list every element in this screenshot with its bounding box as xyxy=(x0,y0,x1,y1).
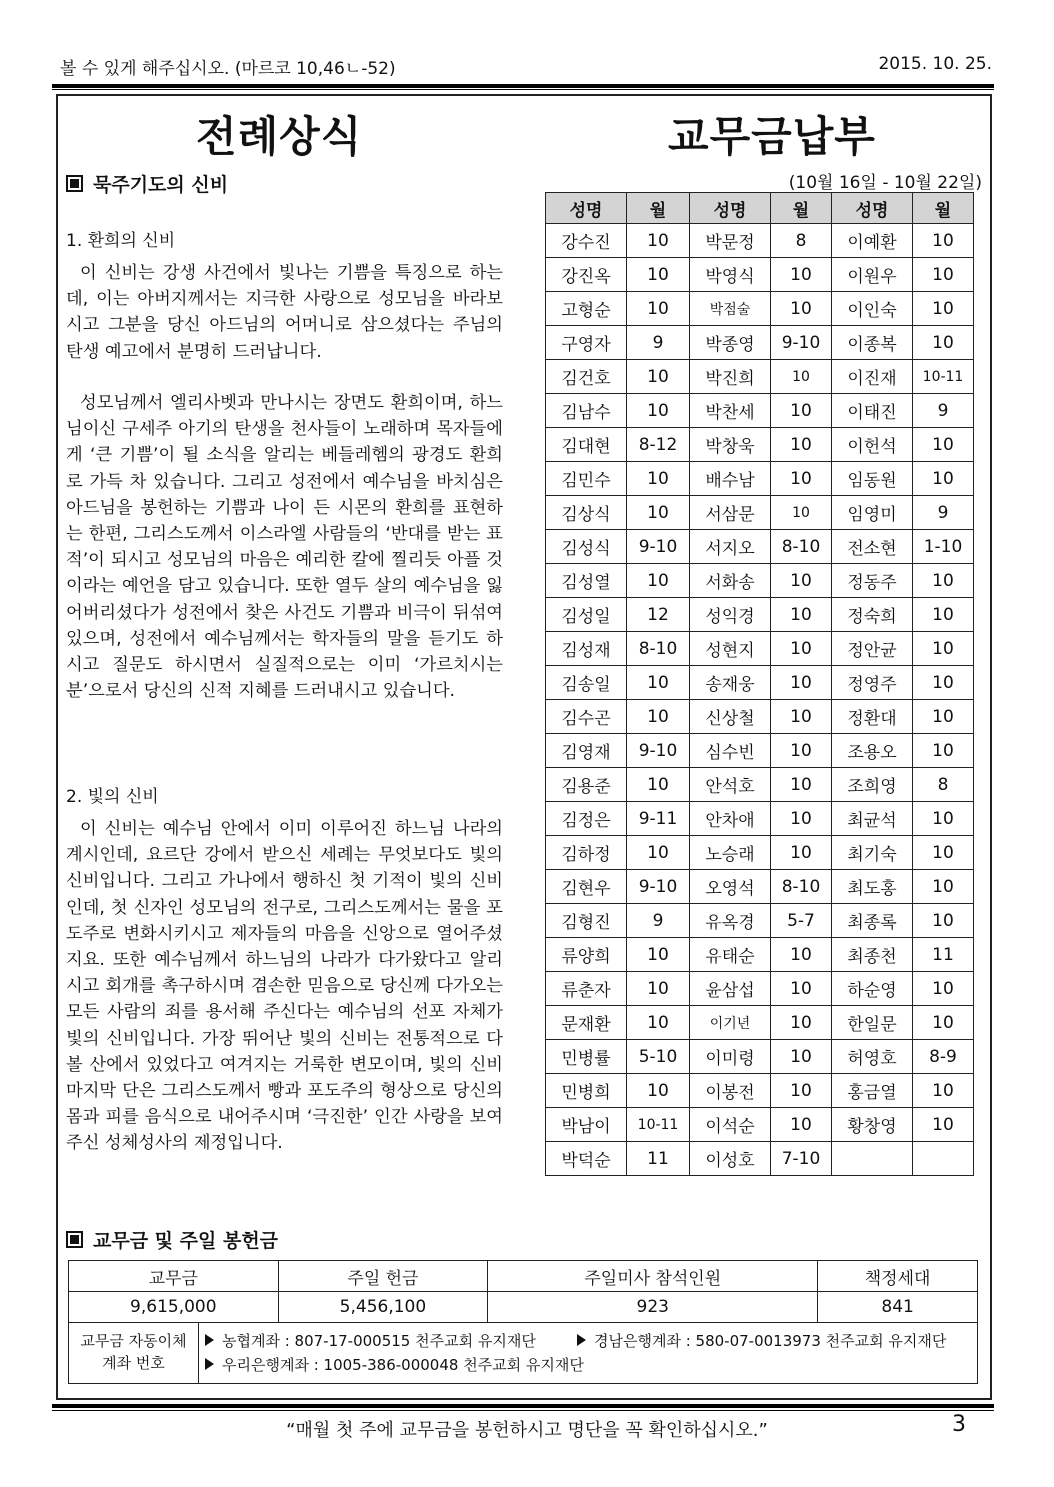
liturgy-title: 전례상식 xyxy=(196,112,363,161)
name-cell: 이종복 xyxy=(832,326,913,360)
name-cell: 박덕순 xyxy=(546,1142,627,1176)
name-cell: 이봉전 xyxy=(690,1074,771,1108)
name-cell: 민병희 xyxy=(546,1074,627,1108)
name-cell: 서지오 xyxy=(690,530,771,564)
name-cell xyxy=(832,1142,913,1176)
month-cell: 10 xyxy=(627,768,690,802)
col-name-3: 성명 xyxy=(832,193,913,224)
table-row xyxy=(546,1108,974,1142)
name-cell: 민병률 xyxy=(546,1040,627,1074)
month-cell: 8-12 xyxy=(627,428,690,462)
name-cell: 오영석 xyxy=(690,870,771,904)
month-cell: 10 xyxy=(771,394,832,428)
name-cell: 정숙희 xyxy=(832,598,913,632)
name-cell: 성현지 xyxy=(690,632,771,666)
name-cell: 임영미 xyxy=(832,496,913,530)
month-cell: 9-10 xyxy=(627,530,690,564)
account-kn xyxy=(577,1330,946,1351)
table-header-row xyxy=(546,193,974,224)
name-cell: 정환대 xyxy=(832,700,913,734)
account-kn-text: 경남은행계좌 : 580-07-0013973 천주교회 유지재단 xyxy=(594,1332,947,1350)
table-row xyxy=(546,224,974,258)
summary-value: 5,456,100 xyxy=(278,1292,488,1323)
month-cell: 11 xyxy=(627,1142,690,1176)
name-cell: 정동주 xyxy=(832,564,913,598)
month-cell: 10 xyxy=(771,768,832,802)
account-label xyxy=(69,1322,199,1383)
name-cell: 고형순 xyxy=(546,292,627,326)
name-cell: 박영식 xyxy=(690,258,771,292)
table-row xyxy=(546,360,974,394)
summary-value: 923 xyxy=(488,1292,818,1323)
name-cell: 노승래 xyxy=(690,836,771,870)
month-cell: 10 xyxy=(771,496,832,530)
month-cell: 10 xyxy=(627,666,690,700)
name-cell: 조용오 xyxy=(832,734,913,768)
month-cell: 10 xyxy=(771,258,832,292)
name-cell: 유태순 xyxy=(690,938,771,972)
table-row xyxy=(546,326,974,360)
month-cell: 10 xyxy=(627,496,690,530)
month-cell xyxy=(913,1142,974,1176)
name-cell: 이인숙 xyxy=(832,292,913,326)
name-cell: 문재환 xyxy=(546,1006,627,1040)
summary-section-heading xyxy=(66,1226,278,1253)
page-number: 3 xyxy=(952,1412,966,1437)
month-cell: 10 xyxy=(913,734,974,768)
square-bullet-icon xyxy=(66,1231,83,1248)
name-cell: 한일문 xyxy=(832,1006,913,1040)
name-cell: 박창욱 xyxy=(690,428,771,462)
month-cell: 10 xyxy=(913,292,974,326)
joy-paragraph-1: 이 신비는 강생 사건에서 빛나는 기쁨을 특징으로 하는데, 이는 아버지께서는 지극한 사랑으로 성모님을 바라보시고 그분을 당신 아드님의 어머니로 삼으셨다는 주님의 탄생 예고에서 분명히 드러납니다. xyxy=(66,263,503,362)
name-cell: 김남수 xyxy=(546,394,627,428)
triangle-bullet-icon xyxy=(205,1358,214,1370)
name-cell: 허영호 xyxy=(832,1040,913,1074)
name-cell: 홍금열 xyxy=(832,1074,913,1108)
name-cell: 최균석 xyxy=(832,802,913,836)
month-cell: 9-11 xyxy=(627,802,690,836)
month-cell: 9-10 xyxy=(627,734,690,768)
table-row xyxy=(546,972,974,1006)
table-row xyxy=(546,1040,974,1074)
month-cell: 11 xyxy=(913,938,974,972)
name-cell: 박진희 xyxy=(690,360,771,394)
month-cell: 10 xyxy=(627,1006,690,1040)
name-cell: 배수남 xyxy=(690,462,771,496)
col-name-1: 성명 xyxy=(546,193,627,224)
month-cell: 8-10 xyxy=(771,530,832,564)
name-cell: 황창영 xyxy=(832,1108,913,1142)
name-cell: 이예환 xyxy=(832,224,913,258)
name-cell: 최도홍 xyxy=(832,870,913,904)
name-cell: 김대현 xyxy=(546,428,627,462)
month-cell: 9 xyxy=(627,326,690,360)
month-cell: 7-10 xyxy=(771,1142,832,1176)
name-cell: 박찬세 xyxy=(690,394,771,428)
month-cell: 8 xyxy=(913,768,974,802)
name-cell: 김하정 xyxy=(546,836,627,870)
name-cell: 이원우 xyxy=(832,258,913,292)
month-cell: 10 xyxy=(913,802,974,836)
top-rule-thin xyxy=(52,89,994,90)
month-cell: 10 xyxy=(913,1006,974,1040)
month-cell: 10 xyxy=(913,904,974,938)
month-cell: 10 xyxy=(771,1006,832,1040)
month-cell: 9 xyxy=(913,394,974,428)
name-cell: 김건호 xyxy=(546,360,627,394)
offering-table xyxy=(545,192,974,1176)
summary-header: 주일 헌금 xyxy=(278,1261,488,1292)
name-cell: 윤삼섭 xyxy=(690,972,771,1006)
triangle-bullet-icon xyxy=(577,1334,586,1346)
table-row xyxy=(546,462,974,496)
table-row xyxy=(546,904,974,938)
month-cell: 10 xyxy=(627,836,690,870)
table-row xyxy=(546,292,974,326)
name-cell: 박점술 xyxy=(690,292,771,326)
name-cell: 성익경 xyxy=(690,598,771,632)
table-row xyxy=(546,258,974,292)
col-name-2: 성명 xyxy=(690,193,771,224)
month-cell: 10 xyxy=(913,632,974,666)
account-woori xyxy=(205,1354,584,1375)
name-cell: 이진재 xyxy=(832,360,913,394)
name-cell: 김정은 xyxy=(546,802,627,836)
name-cell: 정영주 xyxy=(832,666,913,700)
col-month-3: 월 xyxy=(913,193,974,224)
month-cell: 10 xyxy=(627,462,690,496)
month-cell: 10 xyxy=(771,666,832,700)
table-row xyxy=(546,1074,974,1108)
month-cell: 10 xyxy=(771,428,832,462)
month-cell: 10 xyxy=(771,972,832,1006)
footer-note: “매월 첫 주에 교무금을 봉헌하시고 명단을 꼭 확인하십시오.” xyxy=(286,1420,768,1441)
table-row xyxy=(546,836,974,870)
name-cell: 임동원 xyxy=(832,462,913,496)
month-cell: 8-9 xyxy=(913,1040,974,1074)
table-row xyxy=(546,428,974,462)
name-cell: 최종천 xyxy=(832,938,913,972)
name-cell: 박문정 xyxy=(690,224,771,258)
month-cell: 10 xyxy=(771,1074,832,1108)
month-cell: 10 xyxy=(627,258,690,292)
account-box xyxy=(68,1322,978,1384)
name-cell: 김상식 xyxy=(546,496,627,530)
account-nh-text: 농협계좌 : 807-17-000515 천주교회 유지재단 xyxy=(222,1332,536,1350)
month-cell: 10 xyxy=(771,632,832,666)
name-cell: 송재웅 xyxy=(690,666,771,700)
light-heading: 2. 빛의 신비 xyxy=(66,787,159,807)
summary-header-row xyxy=(69,1261,978,1292)
account-label-line-1: 교무금 자동이체 xyxy=(80,1332,187,1350)
account-woori-text: 우리은행계좌 : 1005-386-000048 천주교회 유지재단 xyxy=(222,1356,584,1374)
table-row xyxy=(546,700,974,734)
name-cell: 강진옥 xyxy=(546,258,627,292)
table-row xyxy=(546,632,974,666)
joy-heading: 1. 환희의 신비 xyxy=(66,231,176,251)
name-cell: 이미령 xyxy=(690,1040,771,1074)
month-cell: 10 xyxy=(913,258,974,292)
month-cell: 10 xyxy=(913,700,974,734)
bottom-rule xyxy=(52,1404,994,1408)
account-label-line-2: 계좌 번호 xyxy=(102,1354,165,1372)
name-cell: 정안균 xyxy=(832,632,913,666)
summary-header: 책정세대 xyxy=(818,1261,978,1292)
name-cell: 안차애 xyxy=(690,802,771,836)
summary-header: 교무금 xyxy=(69,1261,279,1292)
table-row xyxy=(546,1006,974,1040)
month-cell: 5-7 xyxy=(771,904,832,938)
name-cell: 조희영 xyxy=(832,768,913,802)
month-cell: 10 xyxy=(771,564,832,598)
month-cell: 10 xyxy=(771,462,832,496)
month-cell: 10 xyxy=(913,870,974,904)
table-row xyxy=(546,870,974,904)
month-cell: 10-11 xyxy=(913,360,974,394)
month-cell: 10 xyxy=(913,666,974,700)
summary-value: 9,615,000 xyxy=(69,1292,279,1323)
name-cell: 김송일 xyxy=(546,666,627,700)
month-cell: 10 xyxy=(771,836,832,870)
month-cell: 10 xyxy=(771,292,832,326)
name-cell: 김형진 xyxy=(546,904,627,938)
month-cell: 10 xyxy=(913,972,974,1006)
joy-paragraph-2: 성모님께서 엘리사벳과 만나시는 장면도 환희이며, 하느님이신 구세주 아기의 탄생을 천사들이 노래하며 목자들에게 ‘큰 기쁨’이 될 소식을 알리는 베들레헴의 광경도 환희로 가득 차 있습니다. 그리고 성전에서 예수님을 바치심은 아드님을 봉헌하는 기쁨과 나이 든 시몬의 환희를 표현하는 한편, 그리스도께서 이스라엘 사람들의 ‘반대를 받는 표적’이 되시고 성모님의 마음은 예리한 칼에 찔리듯 아플 것이라는 예언을 담고 있습니다. 또한 열두 살의 예수님을 잃어버리셨다가 성전에서 찾은 사건도 기쁨과 비극이 뒤섞여 있으며, 성전에서 예수님께서는 학자들의 말을 듣기도 하시고 질문도 하시면서 실질적으로는 이미 ‘가르치시는 분’으로서 당신의 신적 지혜를 드러내시고 있습니다. xyxy=(66,393,503,702)
month-cell: 12 xyxy=(627,598,690,632)
month-cell: 10 xyxy=(627,938,690,972)
name-cell: 김수곤 xyxy=(546,700,627,734)
name-cell: 김영재 xyxy=(546,734,627,768)
name-cell: 안석호 xyxy=(690,768,771,802)
table-row xyxy=(546,802,974,836)
name-cell: 김성열 xyxy=(546,564,627,598)
name-cell: 김현우 xyxy=(546,870,627,904)
month-cell: 10 xyxy=(771,734,832,768)
month-cell: 10 xyxy=(771,598,832,632)
light-paragraph: 이 신비는 예수님 안에서 이미 이루어진 하느님 나라의 계시인데, 요르단 강에서 받으신 세례는 무엇보다도 빛의 신비입니다. 그리고 가나에서 행하신 첫 기적이 빛의 신비인데, 첫 신자인 성모님의 전구로, 그리스도께서는 물을 포도주로 변화시키시고 제자들의 마음을 신앙으로 열어주셨지요. 또한 예수님께서 하느님의 나라가 다가왔다고 알리시고 회개를 촉구하시며 겸손한 믿음으로 당신께 다가오는 모든 사람의 죄를 용서해 주신다는 예수님의 선포 자체가 빛의 신비입니다. 가장 뛰어난 빛의 신비는 전통적으로 다볼 산에서 있었다고 여겨지는 거룩한 변모이며, 빛의 신비 마지막 단은 그리스도께서 빵과 포도주의 형상으로 당신의 몸과 피를 음식으로 내어주시며 ‘극진한’ 인간 사랑을 보여주신 성체성사의 제정입니다. xyxy=(66,819,503,1154)
name-cell: 박남이 xyxy=(546,1108,627,1142)
month-cell: 10 xyxy=(771,700,832,734)
offering-title: 교무금납부 xyxy=(668,112,876,161)
month-cell: 10 xyxy=(627,360,690,394)
month-cell: 9-10 xyxy=(771,326,832,360)
table-row xyxy=(546,598,974,632)
table-row xyxy=(546,394,974,428)
month-cell: 10 xyxy=(913,462,974,496)
account-nh xyxy=(205,1330,536,1351)
name-cell: 류춘자 xyxy=(546,972,627,1006)
name-cell: 이성호 xyxy=(690,1142,771,1176)
month-cell: 10 xyxy=(913,598,974,632)
month-cell: 10 xyxy=(627,224,690,258)
name-cell: 김민수 xyxy=(546,462,627,496)
month-cell: 10 xyxy=(771,1108,832,1142)
triangle-bullet-icon xyxy=(205,1334,214,1346)
month-cell: 10 xyxy=(913,428,974,462)
top-rule xyxy=(52,84,994,88)
month-cell: 8 xyxy=(771,224,832,258)
name-cell: 김성일 xyxy=(546,598,627,632)
month-cell: 10 xyxy=(913,224,974,258)
name-cell: 류양희 xyxy=(546,938,627,972)
name-cell: 김성식 xyxy=(546,530,627,564)
month-cell: 10 xyxy=(627,972,690,1006)
month-cell: 10-11 xyxy=(627,1108,690,1142)
name-cell: 최기숙 xyxy=(832,836,913,870)
month-cell: 5-10 xyxy=(627,1040,690,1074)
table-row xyxy=(546,564,974,598)
month-cell: 9 xyxy=(913,496,974,530)
header-quote: 볼 수 있게 해주십시오. (마르코 10,46ㄴ-52) xyxy=(60,59,396,79)
month-cell: 10 xyxy=(627,292,690,326)
summary-section-label: 교무금 및 주일 봉헌금 xyxy=(93,1230,279,1252)
month-cell: 10 xyxy=(913,1108,974,1142)
month-cell: 10 xyxy=(627,394,690,428)
name-cell: 서화송 xyxy=(690,564,771,598)
col-month-1: 월 xyxy=(627,193,690,224)
summary-header: 주일미사 참석인원 xyxy=(488,1261,818,1292)
name-cell: 김용준 xyxy=(546,768,627,802)
summary-value-row xyxy=(69,1292,978,1323)
table-row xyxy=(546,496,974,530)
month-cell: 10 xyxy=(913,836,974,870)
name-cell: 유옥경 xyxy=(690,904,771,938)
month-cell: 1-10 xyxy=(913,530,974,564)
month-cell: 10 xyxy=(771,360,832,394)
name-cell: 구영자 xyxy=(546,326,627,360)
col-month-2: 월 xyxy=(771,193,832,224)
name-cell: 서삼문 xyxy=(690,496,771,530)
square-bullet-icon xyxy=(66,175,83,192)
month-cell: 10 xyxy=(913,326,974,360)
table-row xyxy=(546,734,974,768)
table-row xyxy=(546,768,974,802)
month-cell: 10 xyxy=(771,802,832,836)
name-cell: 최종록 xyxy=(832,904,913,938)
name-cell: 신상철 xyxy=(690,700,771,734)
name-cell: 이기년 xyxy=(690,1006,771,1040)
table-row xyxy=(546,530,974,564)
name-cell: 강수진 xyxy=(546,224,627,258)
name-cell: 박종영 xyxy=(690,326,771,360)
name-cell: 이석순 xyxy=(690,1108,771,1142)
month-cell: 10 xyxy=(913,1074,974,1108)
offering-period: (10월 16일 - 10월 22일) xyxy=(788,173,982,193)
name-cell: 이헌석 xyxy=(832,428,913,462)
table-row xyxy=(546,1142,974,1176)
name-cell: 하순영 xyxy=(832,972,913,1006)
table-row xyxy=(546,938,974,972)
name-cell: 전소현 xyxy=(832,530,913,564)
month-cell: 8-10 xyxy=(627,632,690,666)
name-cell: 이태진 xyxy=(832,394,913,428)
month-cell: 10 xyxy=(627,700,690,734)
summary-value: 841 xyxy=(818,1292,978,1323)
rosary-section-label: 묵주기도의 신비 xyxy=(93,174,229,196)
name-cell: 심수빈 xyxy=(690,734,771,768)
bottom-rule-thin xyxy=(52,1410,994,1411)
month-cell: 9-10 xyxy=(627,870,690,904)
table-row xyxy=(546,666,974,700)
month-cell: 10 xyxy=(913,564,974,598)
month-cell: 8-10 xyxy=(771,870,832,904)
month-cell: 10 xyxy=(627,564,690,598)
name-cell: 김성재 xyxy=(546,632,627,666)
month-cell: 10 xyxy=(771,1040,832,1074)
summary-table xyxy=(68,1260,978,1323)
header-date: 2015. 10. 25. xyxy=(878,54,992,74)
month-cell: 10 xyxy=(627,1074,690,1108)
month-cell: 9 xyxy=(627,904,690,938)
rosary-section-heading xyxy=(66,170,228,197)
month-cell: 10 xyxy=(771,938,832,972)
